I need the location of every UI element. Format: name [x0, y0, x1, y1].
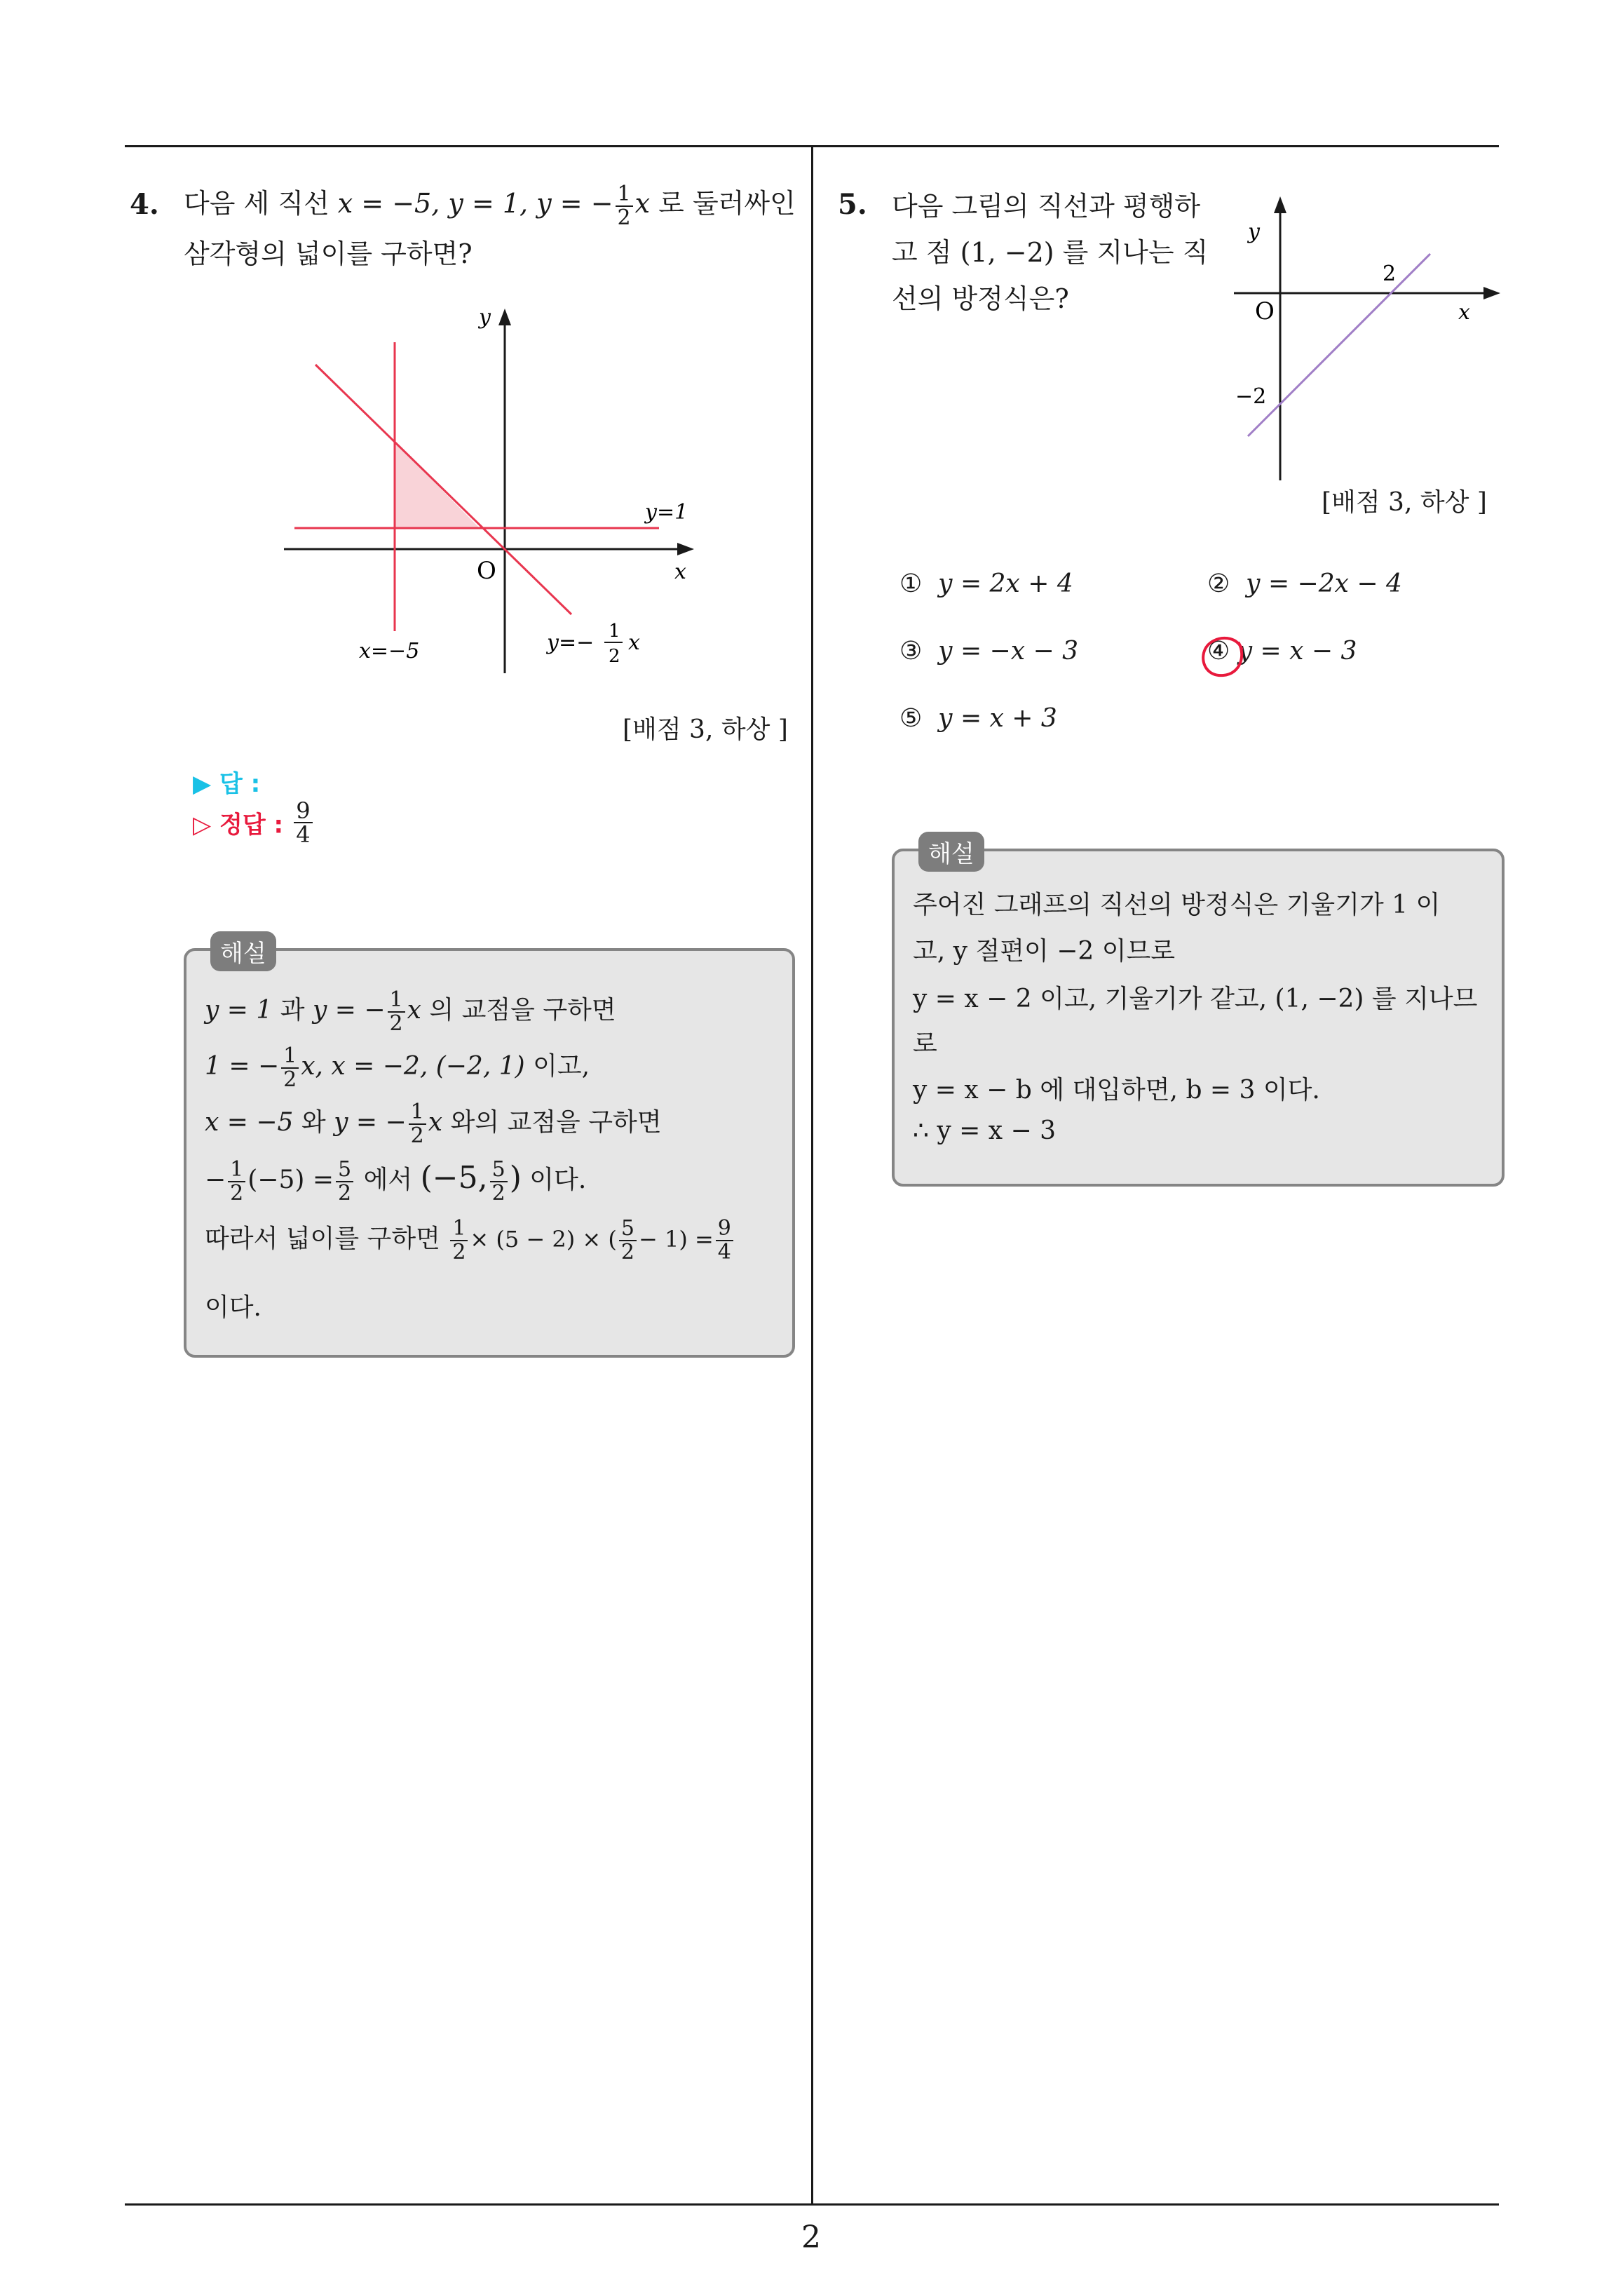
q5-choice-3-text: y = −x − 3	[938, 637, 1078, 666]
q4-solution-tag: 해설	[210, 931, 276, 971]
q4-graph	[266, 295, 715, 687]
q4-axis-y-label: y	[479, 305, 491, 330]
q5-question-line2	[892, 230, 1208, 275]
q4-sol-l3-num: 1	[409, 1101, 426, 1125]
q5-solution-tag: 해설	[918, 832, 984, 872]
q5-solution-line2: 고, y 절편이 −2 이므로	[913, 937, 1176, 966]
q4-sol-l4-f: 이다.	[521, 1166, 587, 1194]
q5-tick-y-minus2: −2	[1235, 384, 1267, 409]
q4-eq3-fraction	[616, 183, 633, 229]
q4-correct-label: ▷ 정답 :	[193, 811, 284, 839]
q5-y-axis-arrow	[1274, 196, 1286, 213]
q4-solution-line6: 이다.	[205, 1293, 262, 1322]
q4-sol-l5-b: × (5 − 2) × (	[470, 1226, 617, 1252]
q4-sol-l1-frac	[388, 989, 405, 1035]
q5-choice-1[interactable]	[899, 569, 1073, 598]
q4-solution-line1	[205, 989, 616, 1035]
q5-line	[1248, 254, 1430, 436]
q5-choice-2-text: y = −2x − 4	[1246, 569, 1402, 598]
q4-sol-l2-b: x, x = −2, (−2, 1)	[301, 1052, 525, 1081]
q4-sol-l5-den3: 4	[717, 1240, 731, 1264]
q4-sol-l4-den1: 2	[230, 1181, 244, 1206]
q4-points: [배점 3, 하상 ]	[623, 715, 788, 744]
q4-sol-l5-num2: 5	[619, 1217, 637, 1241]
q4-sol-l3-b: 와	[293, 1108, 334, 1137]
q4-sol-l2-a: 1 = −	[205, 1052, 280, 1081]
q4-sol-l1-c: y = −	[312, 996, 386, 1025]
q4-sol-l4-b: (−5) =	[247, 1166, 334, 1194]
q4-eq3-denominator: 2	[617, 205, 631, 230]
q5-line2-a: 고 점	[892, 237, 960, 268]
q5-choice-1-mark: ①	[899, 569, 923, 598]
q5-choice-5-mark: ⑤	[899, 704, 923, 733]
q4-sol-l4-frac1	[228, 1159, 245, 1205]
q4-eq2: y = 1,	[448, 188, 529, 219]
q4-label-yhalf-rhs: x	[628, 630, 640, 655]
column-divider	[811, 145, 813, 2205]
q4-sol-l4-frac2	[336, 1159, 353, 1205]
q4-origin-label: O	[477, 557, 496, 585]
q4-solution-line3	[205, 1101, 662, 1147]
q4-sol-l1-a: y = 1	[205, 996, 273, 1025]
q5-line2-c: 를 지나는 직	[1054, 237, 1209, 268]
q4-eq3-rhs: x	[634, 188, 651, 219]
q5-x-axis-arrow	[1483, 287, 1500, 299]
q5-question-line1: 다음 그림의 직선과 평행하	[892, 191, 1201, 222]
q4-correct-numerator: 9	[294, 799, 312, 823]
q4-sol-l5-den1: 2	[452, 1240, 466, 1264]
q4-sol-l3-c: y = −	[334, 1108, 407, 1137]
q4-eq3-numerator: 1	[616, 183, 633, 207]
q4-sol-l1-den: 2	[389, 1011, 403, 1036]
q4-x-axis-arrow	[677, 543, 694, 555]
q4-solution-line5	[205, 1217, 735, 1264]
q4-sol-l5-num1: 1	[450, 1217, 468, 1241]
q5-tick-x-2: 2	[1383, 262, 1397, 286]
q4-sol-l2-den: 2	[283, 1067, 297, 1092]
q4-label-y1: y=1	[645, 500, 688, 525]
q4-question-line1	[184, 181, 796, 229]
q5-points: [배점 3, 하상 ]	[1322, 488, 1487, 517]
q4-sol-l3-f: 와의 교점을 구하면	[442, 1108, 662, 1137]
q5-solution-line1: 주어진 그래프의 직선의 방정식은 기울기가 1 이	[913, 891, 1441, 919]
q4-eq1: x = −5,	[337, 188, 440, 219]
q4-sol-l2-num: 1	[281, 1045, 299, 1069]
q4-sol-l3-a: x = −5	[205, 1108, 294, 1137]
q5-choice-1-text: y = 2x + 4	[938, 569, 1073, 598]
q4-label-yhalf-lhs: y=−	[547, 630, 595, 655]
q4-sol-l1-b: 과	[272, 996, 313, 1025]
q5-question-line3: 선의 방정식은?	[892, 283, 1069, 314]
q4-question-line2: 삼각형의 넓이를 구하면?	[184, 238, 473, 269]
q5-line2-point: (1, −2)	[960, 237, 1054, 268]
q5-choice-5-text: y = x + 3	[938, 704, 1057, 733]
q4-line-y-neg-half-x	[315, 365, 571, 614]
q4-correct-denominator: 4	[296, 821, 311, 848]
q4-sol-l4-d: (−5,	[420, 1160, 488, 1196]
q4-y-axis-arrow	[498, 309, 511, 325]
q4-sol-l1-num: 1	[388, 989, 405, 1013]
q5-solution-line3: y = x − 2 이고, 기울기가 같고, (1, −2) 를 지나므	[913, 985, 1478, 1013]
q4-label-yhalf-denominator: 2	[609, 646, 620, 667]
q5-choice-4-text: y = x − 3	[1237, 637, 1357, 666]
q5-number: 5.	[838, 188, 867, 221]
q5-solution-line5: y = x − b 에 대입하면, b = 3 이다.	[913, 1076, 1320, 1105]
q5-axis-y-label: y	[1248, 220, 1260, 244]
q4-label-yhalf-numerator: 1	[609, 621, 620, 642]
q4-sol-l4-a: −	[205, 1166, 226, 1194]
q5-choice-2-mark: ②	[1207, 569, 1230, 598]
page-number: 2	[801, 2220, 821, 2255]
q4-sol-l3-den: 2	[410, 1123, 424, 1148]
q4-correct-fraction	[294, 799, 312, 846]
q4-sol-l4-den2: 2	[338, 1181, 352, 1206]
q4-sol-l5-a: 따라서 넓이를 구하면	[205, 1224, 449, 1253]
q5-solution-line4: 로	[913, 1029, 937, 1058]
q4-solution-line2	[205, 1045, 590, 1091]
q4-answer-label: ▶ 답 :	[193, 770, 261, 798]
q4-sol-l3-e: x	[428, 1108, 443, 1137]
q5-origin-label: O	[1255, 297, 1275, 325]
q4-label-x-minus5: x=−5	[359, 639, 420, 663]
q4-sol-l4-num3: 5	[490, 1159, 508, 1182]
q5-solution-line6: ∴ y = x − 3	[913, 1116, 1056, 1145]
q5-choice-3[interactable]	[899, 637, 1078, 666]
q4-sol-l4-c: 에서	[355, 1166, 421, 1194]
q4-sol-l5-c: − 1) =	[638, 1226, 714, 1252]
q4-sol-l4-num2: 5	[336, 1159, 353, 1182]
q4-solution-line4	[205, 1159, 586, 1205]
q4-sol-l2-frac	[281, 1045, 299, 1091]
q4-number: 4.	[130, 188, 159, 221]
q5-axis-x-label: x	[1458, 300, 1470, 325]
q4-text-pre: 다음 세 직선	[184, 188, 338, 219]
q4-sol-l5-den2: 2	[620, 1240, 634, 1264]
q4-axis-x-label: x	[674, 560, 686, 584]
q4-text-post: 로 둘러싸인	[650, 188, 796, 219]
q4-sol-l5-frac2	[619, 1217, 637, 1264]
q5-choice-2[interactable]	[1207, 569, 1402, 598]
q4-sol-l5-frac3	[716, 1217, 733, 1264]
q4-sol-l4-num1: 1	[228, 1159, 245, 1182]
q4-sol-l5-frac1	[450, 1217, 468, 1264]
q4-sol-l4-den3: 2	[491, 1181, 505, 1206]
q4-sol-l5-num3: 9	[716, 1217, 733, 1241]
q4-sol-l1-f: 의 교점을 구하면	[421, 996, 616, 1025]
q5-choice-4-selected-circle	[1195, 628, 1251, 684]
q4-sol-l3-frac	[409, 1101, 426, 1147]
q5-choice-3-mark: ③	[899, 637, 923, 666]
q4-sol-l2-c: 이고,	[524, 1052, 590, 1081]
q4-eq3-lhs: y = −	[536, 188, 613, 219]
q4-sol-l4-frac3	[490, 1159, 508, 1205]
q5-graph	[1227, 189, 1507, 484]
q5-choice-4-mark: ④	[1207, 637, 1230, 666]
bottom-rule	[125, 2203, 1499, 2206]
q4-sol-l1-e: x	[407, 996, 421, 1025]
q5-choice-5[interactable]	[899, 704, 1057, 733]
q4-correct-answer	[193, 799, 315, 846]
q4-sol-l4-e: )	[509, 1160, 522, 1196]
